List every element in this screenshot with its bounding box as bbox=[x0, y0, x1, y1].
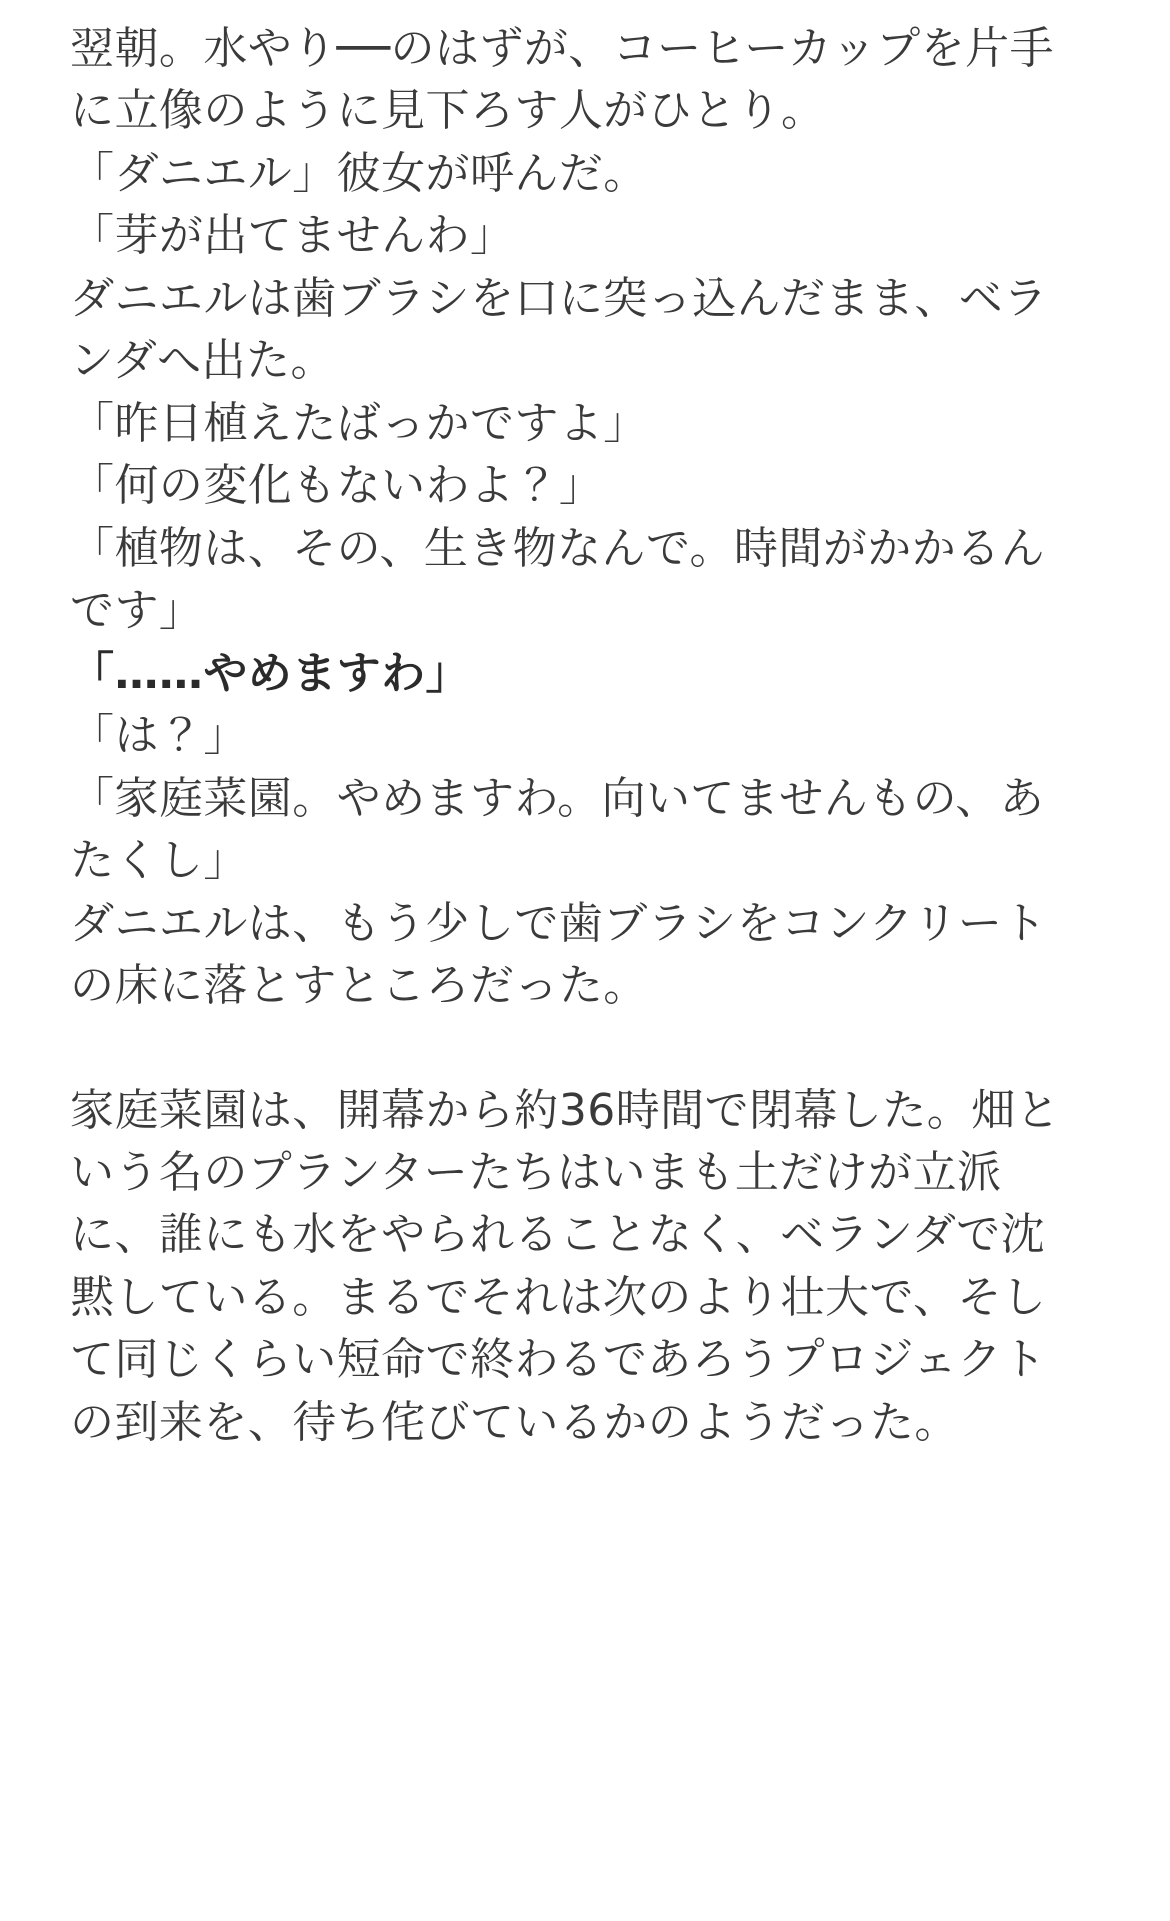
story-body bbox=[70, 18, 1080, 1454]
paragraph-emphasized: 「……やめますわ」 bbox=[70, 647, 470, 699]
paragraph: 「芽が出てませんわ」 bbox=[70, 210, 515, 262]
paragraph: 「昨日植えたばっかですよ」 bbox=[70, 397, 648, 449]
paragraph: 「何の変化もないわよ？」 bbox=[70, 460, 604, 512]
paragraph: 「ダニエル」彼女が呼んだ。 bbox=[70, 147, 648, 199]
paragraph: ダニエルは、もう少しで歯ブラシをコンクリートの床に落とすところだった。 bbox=[70, 897, 1047, 1012]
paragraph: 家庭菜園は、開幕から約36時間で閉幕した。畑という名のプランターたちはいまも土だけが立派に、誰にも水をやられることなく、ベランダで沈黙している。まるでそれは次のより壮大で、そして同じくらい短命で終わるであろうプロジェクトの到来を、待ち侘びているかのようだった。 bbox=[70, 1084, 1061, 1448]
paragraph: 翌朝。水やり──のはずが、コーヒーカップを片手に立像のように見下ろす人がひとり。 bbox=[70, 23, 1055, 137]
paragraph: 「植物は、その、生き物なんで。時間がかかるんです」 bbox=[70, 522, 1046, 637]
paragraph: 「家庭菜園。やめますわ。向いてませんもの、あたくし」 bbox=[70, 772, 1045, 887]
paragraph-separator bbox=[70, 1018, 1080, 1080]
paragraph: ダニエルは歯ブラシを口に突っ込んだまま、ベランダへ出た。 bbox=[70, 272, 1048, 387]
paragraph: 「は？」 bbox=[70, 710, 248, 762]
